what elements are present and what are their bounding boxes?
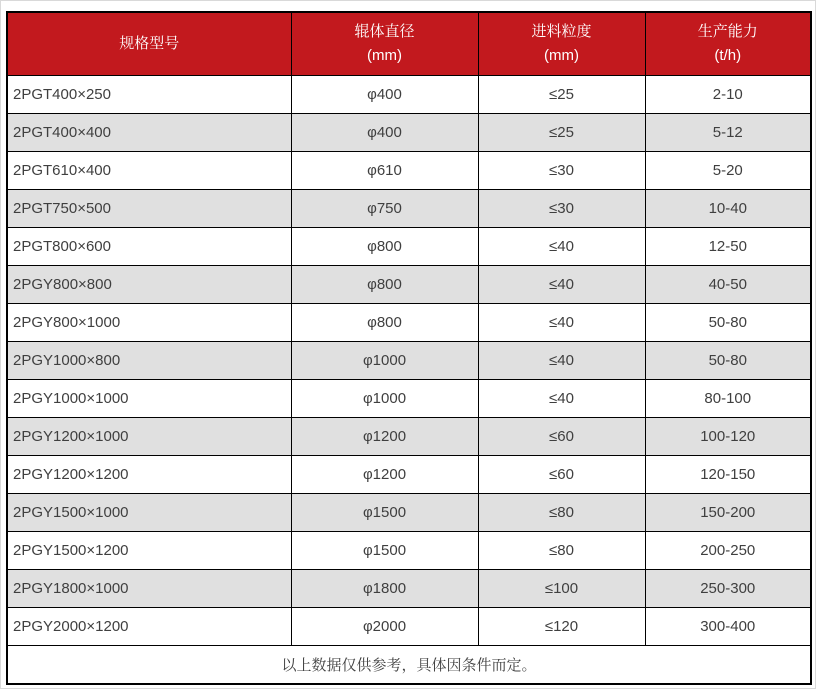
header-roller-diameter-unit: (mm) bbox=[367, 46, 402, 64]
feed-size-cell: ≤120 bbox=[478, 607, 645, 645]
model-cell: 2PGT400×400 bbox=[7, 113, 291, 151]
diameter-cell: φ1200 bbox=[291, 417, 478, 455]
feed-size-cell: ≤40 bbox=[478, 341, 645, 379]
feed-size-cell: ≤40 bbox=[478, 303, 645, 341]
model-cell: 2PGY1000×1000 bbox=[7, 379, 291, 417]
table-row bbox=[7, 607, 811, 645]
header-capacity-title: 生产能力 bbox=[697, 22, 758, 40]
capacity-cell: 50-80 bbox=[645, 303, 811, 341]
model-cell: 2PGY1500×1000 bbox=[7, 493, 291, 531]
model-cell: 2PGT750×500 bbox=[7, 189, 291, 227]
model-cell: 2PGY1200×1000 bbox=[7, 417, 291, 455]
table-row bbox=[7, 189, 811, 227]
table-row bbox=[7, 417, 811, 455]
diameter-cell: φ800 bbox=[291, 265, 478, 303]
header-feed-size-unit: (mm) bbox=[544, 46, 579, 64]
feed-size-cell: ≤60 bbox=[478, 417, 645, 455]
capacity-cell: 80-100 bbox=[645, 379, 811, 417]
diameter-cell: φ800 bbox=[291, 227, 478, 265]
capacity-cell: 100-120 bbox=[645, 417, 811, 455]
capacity-cell: 12-50 bbox=[645, 227, 811, 265]
model-cell: 2PGT400×250 bbox=[7, 75, 291, 113]
header-model-title: 规格型号 bbox=[119, 34, 180, 52]
capacity-cell: 300-400 bbox=[645, 607, 811, 645]
model-cell: 2PGT610×400 bbox=[7, 151, 291, 189]
feed-size-cell: ≤30 bbox=[478, 151, 645, 189]
diameter-cell: φ400 bbox=[291, 75, 478, 113]
capacity-cell: 50-80 bbox=[645, 341, 811, 379]
header-capacity bbox=[645, 12, 811, 75]
header-capacity-unit: (t/h) bbox=[714, 46, 742, 64]
feed-size-cell: ≤25 bbox=[478, 113, 645, 151]
feed-size-cell: ≤40 bbox=[478, 265, 645, 303]
feed-size-cell: ≤30 bbox=[478, 189, 645, 227]
model-cell: 2PGY800×1000 bbox=[7, 303, 291, 341]
model-cell: 2PGY800×800 bbox=[7, 265, 291, 303]
feed-size-cell: ≤40 bbox=[478, 379, 645, 417]
table-row bbox=[7, 113, 811, 151]
capacity-cell: 250-300 bbox=[645, 569, 811, 607]
model-cell: 2PGY1500×1200 bbox=[7, 531, 291, 569]
table-row bbox=[7, 75, 811, 113]
diameter-cell: φ1500 bbox=[291, 493, 478, 531]
diameter-cell: φ1800 bbox=[291, 569, 478, 607]
table-row bbox=[7, 531, 811, 569]
feed-size-cell: ≤40 bbox=[478, 227, 645, 265]
table-row bbox=[7, 303, 811, 341]
table-row bbox=[7, 379, 811, 417]
capacity-cell: 40-50 bbox=[645, 265, 811, 303]
spec-table bbox=[6, 11, 812, 685]
table-row bbox=[7, 341, 811, 379]
header-roller-diameter bbox=[291, 12, 478, 75]
capacity-cell: 10-40 bbox=[645, 189, 811, 227]
diameter-cell: φ400 bbox=[291, 113, 478, 151]
table-row bbox=[7, 455, 811, 493]
feed-size-cell: ≤60 bbox=[478, 455, 645, 493]
diameter-cell: φ610 bbox=[291, 151, 478, 189]
feed-size-cell: ≤80 bbox=[478, 493, 645, 531]
header-feed-size bbox=[478, 12, 645, 75]
table-body bbox=[7, 75, 811, 645]
capacity-cell: 5-12 bbox=[645, 113, 811, 151]
diameter-cell: φ1500 bbox=[291, 531, 478, 569]
model-cell: 2PGY1800×1000 bbox=[7, 569, 291, 607]
model-cell: 2PGY1000×800 bbox=[7, 341, 291, 379]
model-cell: 2PGY2000×1200 bbox=[7, 607, 291, 645]
diameter-cell: φ1000 bbox=[291, 341, 478, 379]
capacity-cell: 2-10 bbox=[645, 75, 811, 113]
diameter-cell: φ750 bbox=[291, 189, 478, 227]
capacity-cell: 150-200 bbox=[645, 493, 811, 531]
capacity-cell: 200-250 bbox=[645, 531, 811, 569]
capacity-cell: 120-150 bbox=[645, 455, 811, 493]
header-feed-size-title: 进料粒度 bbox=[531, 22, 592, 40]
table-header-row bbox=[7, 12, 811, 75]
diameter-cell: φ1200 bbox=[291, 455, 478, 493]
table-footnote: 以上数据仅供参考，具体因条件而定。 bbox=[7, 645, 811, 684]
feed-size-cell: ≤100 bbox=[478, 569, 645, 607]
header-model bbox=[7, 12, 291, 75]
diameter-cell: φ1000 bbox=[291, 379, 478, 417]
capacity-cell: 5-20 bbox=[645, 151, 811, 189]
feed-size-cell: ≤80 bbox=[478, 531, 645, 569]
table-row bbox=[7, 493, 811, 531]
table-row bbox=[7, 227, 811, 265]
feed-size-cell: ≤25 bbox=[478, 75, 645, 113]
diameter-cell: φ2000 bbox=[291, 607, 478, 645]
model-cell: 2PGT800×600 bbox=[7, 227, 291, 265]
table-row bbox=[7, 151, 811, 189]
table-row bbox=[7, 265, 811, 303]
header-roller-diameter-title: 辊体直径 bbox=[354, 22, 415, 40]
table-footer-row bbox=[7, 645, 811, 684]
model-cell: 2PGY1200×1200 bbox=[7, 455, 291, 493]
table-row bbox=[7, 569, 811, 607]
diameter-cell: φ800 bbox=[291, 303, 478, 341]
